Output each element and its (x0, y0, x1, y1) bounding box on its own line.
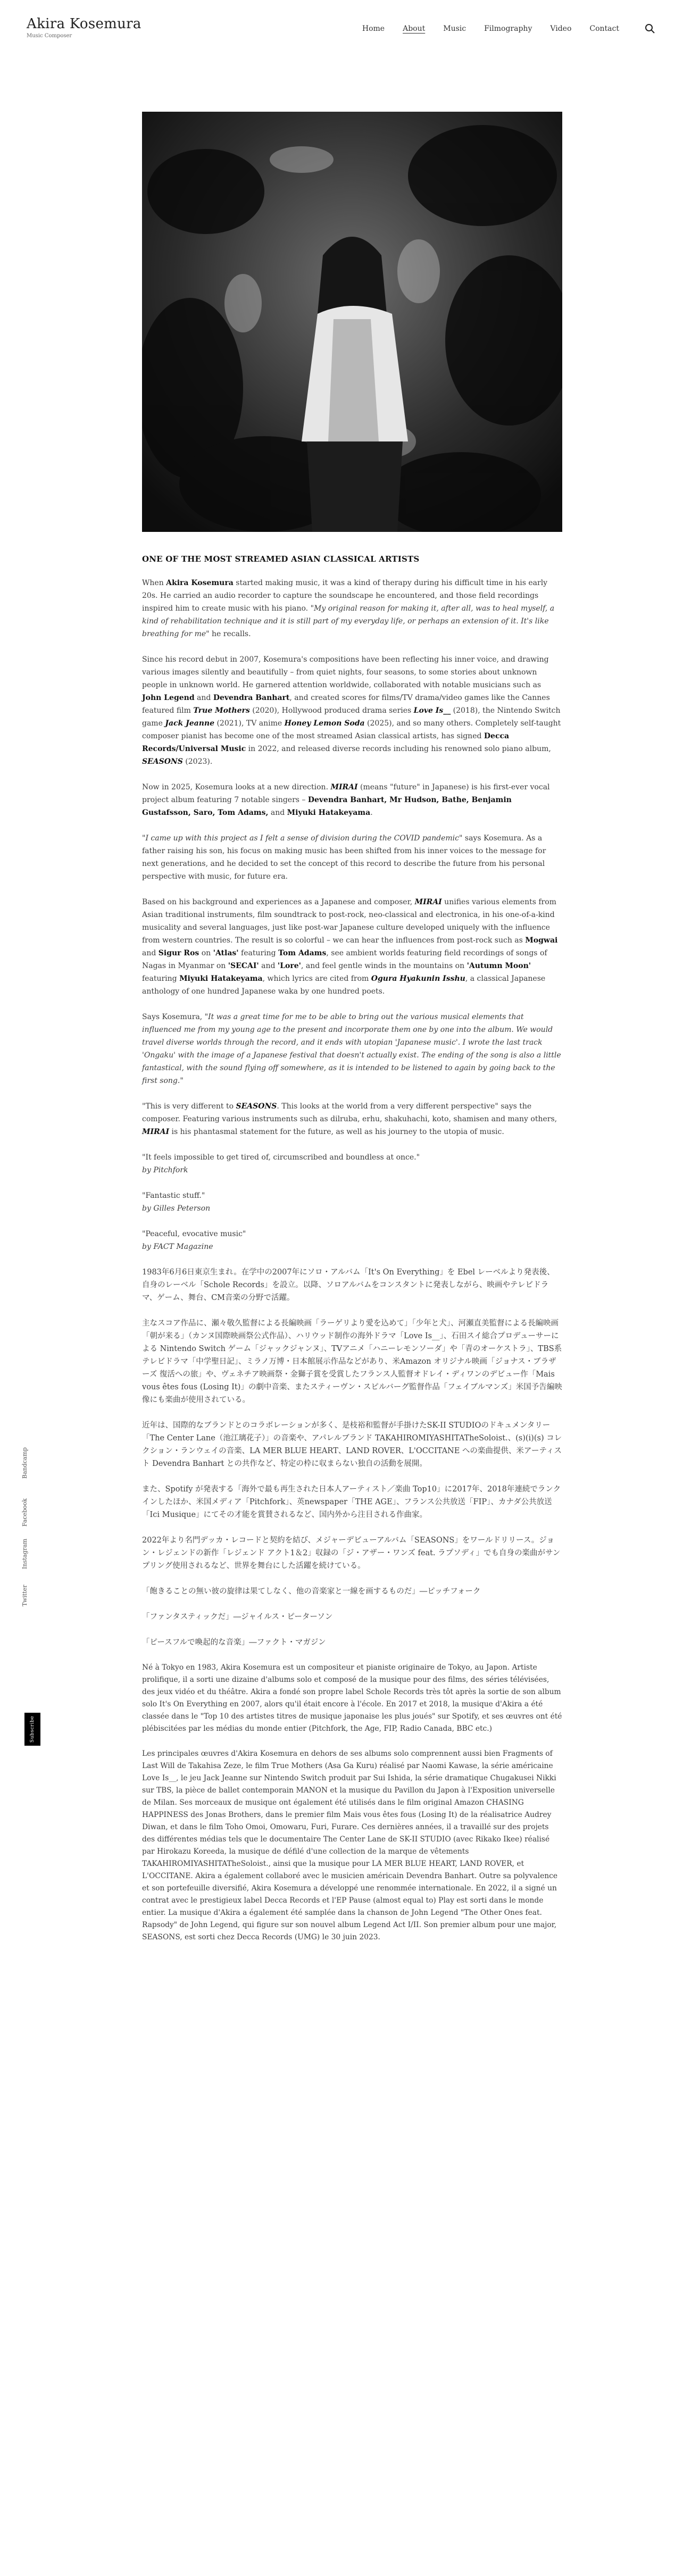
nav-contact[interactable]: Contact (589, 24, 619, 33)
bio-paragraph: Based on his background and experiences as a Japanese and composer, MIRAI unifies various elements from Asian traditional instruments, film soundtrack to post-rock, neo-classical and electronica, in his one-of-a-kind musicality and several languages, just like post-war Japanese culture developed uniquely with the influence from western countries. The result is so colorful – we can hear the influences from post-rock such as Mogwai and Sigur Ros on 'Atlas' featuring Tom Adams, see ambient worlds featuring field recordings of songs of Nagas in Myanmar on 'SECAI' and 'Lore', and feel gentle winds in the mountains on 'Autumn Moon' featuring Miyuki Hatakeyama, which lyrics are cited from Ogura Hyakunin Isshu, a classical Japanese anthology of one hundred Japanese waka by one hundred poets. (142, 898, 558, 996)
jp-paragraph: 1983年6月6日東京生まれ。在学中の2007年にソロ・アルバム「It's On Everything」を Ebel レーベルより発表後、自身のレーベル「Schole Records」を設立。以降、ソロアルバムをコンスタントに発表しながら、映画やテレビドラマ、ゲーム、舞台、CM音楽の分野で活躍。 (142, 1268, 555, 1302)
nav-about[interactable]: About (403, 24, 426, 33)
nav-music[interactable]: Music (443, 24, 467, 33)
artist-photo-image (142, 112, 562, 532)
bio-paragraph: "I came up with this project as I felt a sense of division during the COVID pandemic" says Kosemura. As a father raising his son, his focus on making music has been shifted from his inner voices to the message for next generations, and he decided to set the concept of this record to describe the future from his personal perspective with music, for future era. (142, 834, 546, 881)
fr-paragraph: Né à Tokyo en 1983, Akira Kosemura est un compositeur et pianiste originaire de Tokyo, au Japon. Artiste prolifique, il a sorti une dizaine d'albums solo et composé de la musique pour des films, des séries télévisées, des jeux vidéo et du théâtre. Akira a fondé son propre label Schole Records très tôt après la sortie de son album solo It's On Everything en 2007, alors qu'il était encore à l'école. En 2017 et 2018, la musique d'Akira a été classée dans le "Top 10 des artistes titres de musique japonaise les plus joués" sur Spotify, et ses œuvres ont été plébiscitées par les médias du monde entier (Pitchfork, the Age, FIP, Radio Canada, BBC etc.) (142, 1663, 562, 1733)
section-heading: ONE OF THE MOST STREAMED ASIAN CLASSICAL ARTISTS (142, 554, 420, 564)
twitter-link[interactable]: Twitter (21, 1585, 28, 1606)
press-quote: "It feels impossible to get tired of, circumscribed and boundless at once." by Pitchfork (142, 1153, 420, 1174)
facebook-link[interactable]: Facebook (21, 1498, 28, 1527)
instagram-link[interactable]: Instagram (21, 1538, 28, 1569)
jp-paragraph: また、Spotify が発表する「海外で最も再生された日本人アーティスト／楽曲 Top10」に2017年、2018年連続でランクインしたほか、米国メディア「Pitchfork」、英newspaper「THE AGE」、フランス公共放送「FIP」、カナダ公共放送「Ici Musique」にてその才能を賞賛されるなど、国内外から注目される作曲家。 (142, 1485, 561, 1519)
subscribe-label: Subscribe (30, 1715, 35, 1743)
bio-paragraph: Since his record debut in 2007, Kosemura's compositions have been reflecting his inner voice, and drawing various images silently and beautifully – from quiet nights, four seasons, to some stories about unknown people in unknown world. He garnered attention worldwide, collaborated with notable musicians such as John Legend and Devendra Banhart, and created scores for films/TV drama/video games like the Cannes featured film True Mothers (2020), Hollywood produced drama series Love Is__ (2018), the Nintendo Switch game Jack Jeanne (2021), TV anime Honey Lemon Soda (2025), and so many others. Completely self-taught composer pianist has become one of the most streamed Asian classical artists, has signed Decca Records/Universal Music in 2022, and released diverse records including his renowned solo piano album, SEASONS (2023). (142, 655, 561, 766)
jp-paragraph: 2022年より名門デッカ・レコードと契約を結び、メジャーデビューアルバム「SEASONS」をワールドリリース。ジョン・レジェンドの新作「レジェンド アクト1＆2」収録の「ジ・アザー・ワンズ feat. ラプソディ」でも自身の楽曲がサンプリング使用されるなど、世界を舞台にした活躍を続けている。 (142, 1536, 561, 1570)
press-quote: "Fantastic stuff." by Gilles Peterson (142, 1191, 211, 1213)
site-title[interactable]: Akira Kosemura (27, 16, 141, 32)
jp-press-quote: 「ファンタスティックだ」―ジャイルス・ピーターソン (142, 1613, 333, 1621)
nav-home[interactable]: Home (362, 24, 385, 33)
artist-photo (142, 112, 562, 532)
fr-paragraph: Les principales œuvres d'Akira Kosemura en dehors de ses albums solo comprennent aussi bien Fragments of Last Will de Takahisa Zeze, le film True Mothers (Asa Ga Kuru) réalisé par Naomi Kawase, la série américaine Love Is__, le jeu Jack Jeanne sur Nintendo Switch produit par Sui Ishida, la série dramatique Chugakusei Nikki sur TBS, la pièce de ballet contemporain MANON et la musique du Pavillon du Japon à l'Exposition universelle de Milan. Ses morceaux de musique ont également été utilisés dans le film original Amazon CHASING HAPPINESS des Jonas Brothers, dans le premier film Mais vous êtes fous (Losing It) de la réalisatrice Audrey Diwan, et dans le film Toho Omoi, Omowaru, Furi, Furare. Ces dernières années, il a travaillé sur des projets des différentes médias tels que le documentaire The Center Lane de SK-II STUDIO (avec Rikako Ikee) réalisé par Hirokazu Koreeda, la musique de défilé d'une collection de la marque de vêtements TAKAHIROMIYASHITATheSoloist., ainsi que la musique pour LA MER BLUE HEART, LAND ROVER, et L'OCCITANE. Akira a également collaboré avec le musicien américain Devendra Banhart. Outre sa polyvalence et son portefeuille diversifié, Akira Kosemura a développé une renommée internationale. En 2022, il a signé un contrat avec le prestigieux label Decca Records et l'EP Pause (almost equal to) Play est sorti dans le monde entier. La musique d'Akira a également été samplée dans la chanson de John Legend "The Other Ones feat. Rapsody" de John Legend, qui figure sur son nouvel album Legend Act I/II. Son premier album pour une major, SEASONS, est sorti chez Decca Records (UMG) le 30 juin 2023. (142, 1749, 558, 1941)
bio-paragraph: "This is very different to SEASONS. This looks at the world from a very different perspective" says the composer. Featuring various instruments such as dilruba, erhu, shakuhachi, koto, shamisen and many others, MIRAI is his phantasmal statement for the future, as well as his journey to the utopia of music. (142, 1102, 557, 1136)
bio-paragraph: Says Kosemura, "It was a great time for me to be able to bring out the various musical elements that influenced me from my young age to the present and incorporate them one by one into the album. We would travel diverse worlds through the record, and it ends with utopian 'Japanese music'. I wrote the last track 'Ongaku' with the image of a Japanese festival that doesn't actually exist. The ending of the song is also a little fantastical, with the sound flying off somewhere, as it is intended to be listened to again by going back to the first song." (142, 1013, 561, 1085)
social-links (21, 1362, 43, 1617)
site-header (0, 0, 683, 59)
nav-video[interactable]: Video (550, 24, 572, 33)
press-quote: "Peaceful, evocative music" by FACT Magazine (142, 1230, 246, 1251)
jp-press-quote: 「ピースフルで喚起的な音楽」―ファクト・マガジン (142, 1638, 326, 1647)
bandcamp-link[interactable]: Bandcamp (21, 1447, 28, 1479)
search-icon[interactable] (645, 23, 655, 34)
jp-press-quote: 「飽きることの無い彼の旋律は果てしなく、他の音楽家と一線を画するものだ」―ピッチフォーク (142, 1587, 481, 1596)
jp-paragraph: 主なスコア作品に、瀬々敬久監督による長編映画「ラーゲリより愛を込めて」「少年と犬」、河瀬直美監督による長編映画「朝が来る」（カンヌ国際映画祭公式作品）、ハリウッド制作の海外ドラマ「Love Is__」、石田スイ総合プロデューサーによる Nintendo Switch ゲーム「ジャックジャンヌ」、TVアニメ「ハニーレモンソーダ」や「青のオーケストラ」、TBS系テレビドラマ「中学聖日記」、ミラノ万博・日本館展示作品などがあり、米Amazon オリジナル映画「ジョナス・ブラザーズ 復活への旅」や、ヴェネチア映画祭・金獅子賞を受賞したフランス人監督オドレイ・ディワンのデビュー作「Mais vous êtes fous (Losing It)」の劇中音楽、またスティーヴン・スピルバーグ監督作品「フェイブルマンズ」米国予告編映像にも楽曲が使用されている。 (142, 1319, 562, 1404)
main-content (142, 112, 562, 1956)
bio-paragraph: Now in 2025, Kosemura looks at a new direction. MIRAI (means "future" in Japanese) is his first-ever vocal project album featuring 7 notable singers – Devendra Banhart, Mr Hudson, Bathe, Benjamin Gustafsson, Saro, Tom Adams, and Miyuki Hatakeyama. (142, 783, 550, 817)
main-nav (362, 24, 619, 33)
site-tagline: Music Composer (27, 33, 72, 39)
subscribe-button[interactable] (24, 1713, 40, 1746)
bio-paragraph: When Akira Kosemura started making music, it was a kind of therapy during his difficult time in his early 20s. He carried an audio recorder to capture the soundscape he encountered, and those field recordings inspired him to create music with his piano. "My original reason for making it, after all, was to heal myself, a kind of rehabilitation technique and it is still part of my everyday life, or perhaps an extension of it. It's like breathing for me" he recalls. (142, 579, 555, 638)
jp-paragraph: 近年は、国際的なブランドとのコラボレーションが多く、是枝裕和監督が手掛けたSK-II STUDIOのドキュメンタリー「The Center Lane（池江璃花子）」の音楽や、アパレルブランド TAKAHIROMIYASHITATheSoloist.、(s)(i)(s) コレクション・ランウェイの音楽、LA MER BLUE HEART、LAND ROVER、L'OCCITANE への楽曲提供、米アーティスト Devendra Banhart との共作など、特定の枠に収まらない独自の活動を展開。 (142, 1421, 562, 1468)
nav-filmography[interactable]: Filmography (484, 24, 532, 33)
